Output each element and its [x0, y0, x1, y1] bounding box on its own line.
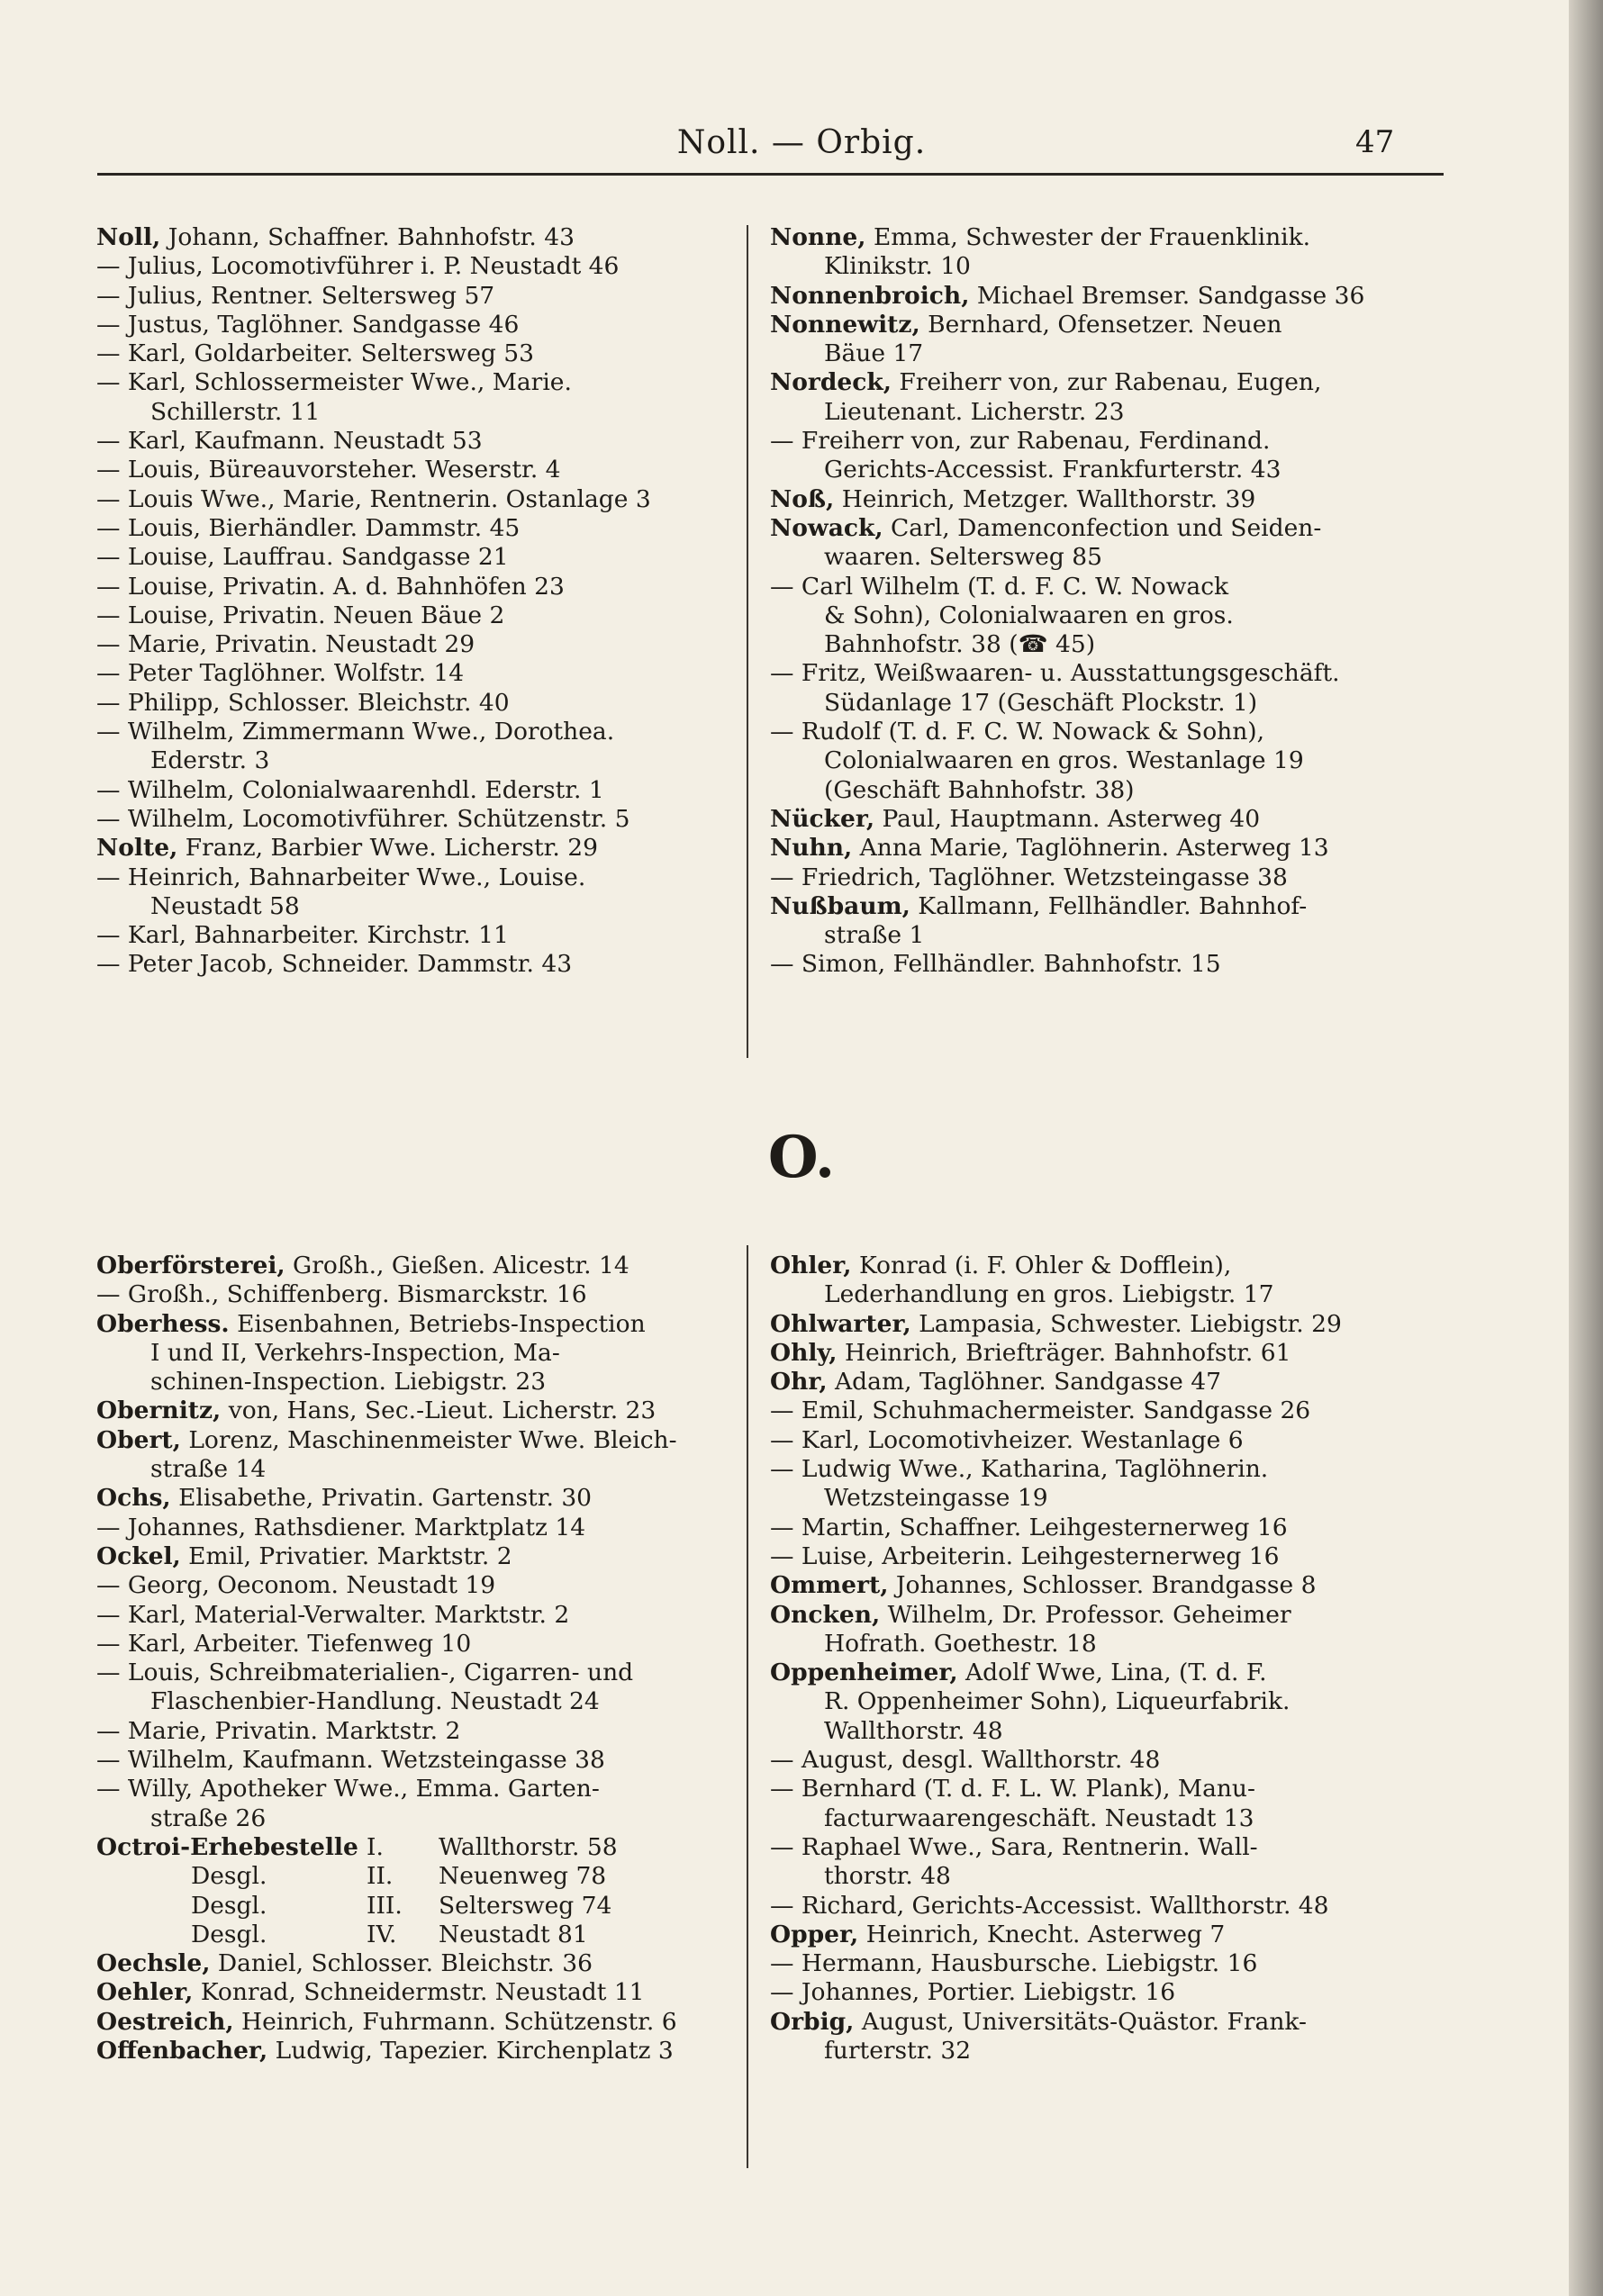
entry-continuation-line: Hofrath. Goethestr. 18 — [824, 1629, 1097, 1658]
entry-continuation-line: schinen-Inspection. Liebigstr. 23 — [150, 1368, 547, 1397]
octroi-address: Neustadt 81 — [439, 1920, 588, 1948]
column-divider-top — [747, 225, 748, 1058]
header-rule — [97, 173, 1444, 176]
entry-surname: Noß, — [770, 484, 835, 513]
directory-entry — [770, 1775, 1400, 1833]
entry-line: — Raphael Wwe., Sara, Rentnerin. Wall- — [770, 1832, 1258, 1861]
entry-continuation-line: Lieutenant. Licherstr. 23 — [824, 397, 1125, 426]
octroi-number: I. — [367, 1832, 384, 1861]
directory-entry — [770, 1601, 1400, 1659]
directory-entry — [770, 1659, 1400, 1746]
entry-line: Nuhn, Anna Marie, Taglöhnerin. Asterweg 13 — [770, 834, 1329, 863]
entry-line: Obert, Lorenz, Maschinenmeister Wwe. Bleich- — [96, 1425, 677, 1454]
entry-continuation-line: Colonialwaaren en gros. Westanlage 19 — [824, 746, 1304, 775]
directory-entry — [770, 1542, 1400, 1571]
entry-surname: Offenbacher, — [96, 2037, 268, 2065]
directory-entry — [770, 805, 1400, 834]
directory-entry — [770, 514, 1400, 573]
directory-entry — [770, 1455, 1400, 1514]
directory-entry — [96, 834, 727, 863]
entry-continuation-line: (Geschäft Bahnhofstr. 38) — [824, 775, 1135, 804]
directory-entry — [770, 1892, 1400, 1921]
entry-line: — Willy, Apotheker Wwe., Emma. Garten- — [96, 1775, 600, 1803]
directory-entry — [96, 1775, 727, 1833]
column-top-left — [96, 223, 727, 980]
octroi-address: Neuenweg 78 — [439, 1862, 607, 1891]
entry-line: — Louis, Büreauvorsteher. Weserstr. 4 — [96, 456, 561, 484]
entry-line: — Martin, Schaffner. Leihgesternerweg 16 — [770, 1513, 1288, 1541]
running-header-title: Noll. — Orbig. — [676, 124, 927, 161]
directory-entry — [770, 834, 1400, 863]
entry-line: Ohr, Adam, Taglöhner. Sandgasse 47 — [770, 1368, 1221, 1397]
directory-entry — [770, 311, 1400, 369]
entry-line: Obernitz, von, Hans, Sec.-Lieut. Licherstr. 23 — [96, 1397, 657, 1425]
entry-line: — Karl, Kaufmann. Neustadt 53 — [96, 427, 483, 456]
directory-entry — [770, 2008, 1400, 2066]
directory-entry — [96, 950, 727, 979]
entry-surname: Oberhess. — [96, 1309, 230, 1338]
directory-entry — [96, 1310, 727, 1397]
entry-continuation-line: Südanlage 17 (Geschäft Plockstr. 1) — [824, 688, 1258, 717]
entry-line: Nowack, Carl, Damenconfection und Seiden- — [770, 513, 1322, 542]
entry-line: — Wilhelm, Zimmermann Wwe., Dorothea. — [96, 718, 615, 746]
entry-surname: Oehler, — [96, 1978, 194, 2007]
bottom-left-tail-entries — [96, 1949, 727, 2065]
directory-entry — [770, 1921, 1400, 1949]
entry-continuation-line: straße 26 — [150, 1803, 267, 1832]
entry-surname: Oncken, — [770, 1600, 881, 1629]
entry-line: — Marie, Privatin. Marktstr. 2 — [96, 1716, 461, 1745]
directory-entry — [96, 1571, 727, 1600]
directory-entry — [96, 1601, 727, 1630]
entry-line: — Louis Wwe., Marie, Rentnerin. Ostanlage 3 — [96, 484, 651, 513]
directory-entry — [96, 689, 727, 718]
entry-line: — Hermann, Hausbursche. Liebigstr. 16 — [770, 1949, 1258, 1978]
directory-entry — [770, 223, 1400, 282]
entry-surname: Ommert, — [770, 1571, 889, 1600]
entry-line: — Bernhard (T. d. F. L. W. Plank), Manu- — [770, 1775, 1255, 1803]
directory-entry — [770, 368, 1400, 427]
entry-surname: Oppenheimer, — [770, 1659, 958, 1687]
entry-line: — Johannes, Portier. Liebigstr. 16 — [770, 1978, 1176, 2007]
entry-line: — Luise, Arbeiterin. Leihgesternerweg 16 — [770, 1541, 1280, 1570]
directory-entry — [96, 863, 727, 922]
entry-line: Oberförsterei, Großh., Gießen. Alicestr. 14 — [96, 1252, 629, 1279]
directory-entry — [96, 427, 727, 456]
entry-line: Nonnewitz, Bernhard, Ofensetzer. Neuen — [770, 310, 1282, 339]
entry-line: Nolte, Franz, Barbier Wwe. Licherstr. 29 — [96, 834, 598, 863]
directory-entry — [96, 2037, 727, 2065]
entry-line: — Großh., Schiffenberg. Bismarckstr. 16 — [96, 1280, 587, 1309]
entry-line: — Wilhelm, Locomotivführer. Schützenstr. 5 — [96, 804, 630, 833]
entry-continuation-line: R. Oppenheimer Sohn), Liqueurfabrik. — [824, 1687, 1291, 1716]
entry-line: — Karl, Arbeiter. Tiefenweg 10 — [96, 1629, 472, 1658]
directory-entry — [96, 1542, 727, 1571]
entry-continuation-line: Gerichts-Accessist. Frankfurterstr. 43 — [824, 456, 1281, 484]
entry-line: — Heinrich, Bahnarbeiter Wwe., Louise. — [96, 863, 586, 891]
directory-entry — [770, 659, 1400, 718]
directory-entry — [96, 2008, 727, 2037]
entry-continuation-line: thorstr. 48 — [824, 1862, 951, 1891]
entry-continuation-line: Bäue 17 — [824, 339, 924, 368]
directory-entry — [96, 311, 727, 339]
directory-entry — [96, 1630, 727, 1659]
directory-entry — [770, 282, 1400, 311]
entry-surname: Ohler, — [770, 1252, 852, 1279]
directory-entry — [96, 223, 727, 252]
octroi-desgl-label: Desgl. — [191, 1862, 267, 1891]
entry-surname: Nolte, — [96, 834, 178, 863]
directory-entry — [96, 368, 727, 427]
directory-entry — [96, 1426, 727, 1485]
entry-continuation-line: Neustadt 58 — [150, 891, 300, 920]
entry-surname: Oberförsterei, — [96, 1252, 285, 1279]
octroi-address: Seltersweg 74 — [439, 1891, 612, 1920]
entry-line: — Johannes, Rathsdiener. Marktplatz 14 — [96, 1513, 586, 1541]
entry-line: Oehler, Konrad, Schneidermstr. Neustadt 11 — [96, 1978, 645, 2007]
directory-entry — [770, 1310, 1400, 1339]
entry-continuation-line: waaren. Seltersweg 85 — [824, 543, 1102, 572]
directory-entry — [96, 573, 727, 601]
directory-entry — [96, 456, 727, 484]
entry-line: — Carl Wilhelm (T. d. F. C. W. Nowack — [770, 572, 1229, 601]
directory-entry — [96, 485, 727, 514]
entry-continuation-line: straße 1 — [824, 921, 925, 950]
entry-surname: Ockel, — [96, 1541, 181, 1570]
octroi-desgl-label: Desgl. — [191, 1920, 267, 1948]
entry-line: — Karl, Bahnarbeiter. Kirchstr. 11 — [96, 921, 509, 950]
entry-surname: Ohly, — [770, 1338, 838, 1367]
entry-surname: Orbig, — [770, 2007, 855, 2036]
entry-line: — Emil, Schuhmachermeister. Sandgasse 26 — [770, 1397, 1311, 1425]
octroi-name — [96, 1833, 367, 1862]
entry-line: Noll, Johann, Schaffner. Bahnhofstr. 43 — [96, 223, 575, 251]
entry-continuation-line: straße 14 — [150, 1455, 267, 1484]
entry-line: Orbig, August, Universitäts-Quästor. Frank- — [770, 2007, 1307, 2036]
directory-entry — [770, 1252, 1400, 1310]
directory-entry — [770, 1746, 1400, 1775]
directory-entry — [770, 1426, 1400, 1455]
directory-entry — [770, 485, 1400, 514]
entry-line: — Philipp, Schlosser. Bleichstr. 40 — [96, 688, 510, 717]
directory-entry — [96, 1949, 727, 1978]
directory-entry — [96, 514, 727, 543]
directory-entry — [770, 1833, 1400, 1892]
column-divider-bottom — [747, 1245, 748, 2168]
entry-line: — Karl, Material-Verwalter. Marktstr. 2 — [96, 1600, 570, 1629]
entry-line: Nonnenbroich, Michael Bremser. Sandgasse 36 — [770, 281, 1365, 310]
entry-line: Oberhess. Eisenbahnen, Betriebs-Inspection — [96, 1309, 646, 1338]
directory-entry — [770, 573, 1400, 660]
bottom-left-entries — [96, 1252, 727, 1833]
entry-surname: Ohlwarter, — [770, 1309, 911, 1338]
entry-continuation-line: Flaschenbier-Handlung. Neustadt 24 — [150, 1687, 600, 1716]
entry-line: Oncken, Wilhelm, Dr. Professor. Geheimer — [770, 1600, 1291, 1629]
entry-line: — Karl, Goldarbeiter. Seltersweg 53 — [96, 339, 534, 368]
entry-surname: Octroi-Erhebestelle — [96, 1832, 358, 1861]
entry-line: Opper, Heinrich, Knecht. Asterweg 7 — [770, 1920, 1226, 1948]
octroi-row — [96, 1862, 727, 1891]
directory-entry — [96, 1514, 727, 1542]
directory-entry — [770, 718, 1400, 805]
entry-line: — Julius, Rentner. Seltersweg 57 — [96, 281, 495, 310]
entry-line: — Fritz, Weißwaaren- u. Ausstattungsgeschäft. — [770, 659, 1340, 688]
entry-line: Ommert, Johannes, Schlosser. Brandgasse 8 — [770, 1571, 1317, 1600]
entry-continuation-line: Klinikstr. 10 — [824, 252, 971, 281]
entry-line: — Karl, Locomotivheizer. Westanlage 6 — [770, 1425, 1244, 1454]
column-top-right — [770, 223, 1400, 980]
entry-line: — Wilhelm, Kaufmann. Wetzsteingasse 38 — [96, 1746, 605, 1775]
octroi-row — [96, 1921, 727, 1949]
page-number: 47 — [1355, 124, 1395, 160]
entry-line: — Ludwig Wwe., Katharina, Taglöhnerin. — [770, 1455, 1269, 1484]
entry-line: Ockel, Emil, Privatier. Marktstr. 2 — [96, 1541, 512, 1570]
octroi-desgl-label: Desgl. — [191, 1891, 267, 1920]
entry-line: — Louise, Privatin. A. d. Bahnhöfen 23 — [96, 572, 565, 601]
entry-line: — Peter Jacob, Schneider. Dammstr. 43 — [96, 950, 573, 979]
entry-surname: Opper, — [770, 1920, 859, 1948]
directory-entry — [96, 1484, 727, 1513]
entry-line: Oestreich, Heinrich, Fuhrmann. Schützenstr. 6 — [96, 2007, 677, 2036]
octroi-row — [96, 1833, 727, 1862]
octroi-number: III. — [367, 1891, 403, 1920]
entry-line: — Julius, Locomotivführer i. P. Neustadt 46 — [96, 252, 620, 281]
directory-entry — [96, 1659, 727, 1717]
directory-entry — [770, 1949, 1400, 1978]
entry-line: — Richard, Gerichts-Accessist. Wallthorstr. 48 — [770, 1891, 1329, 1920]
directory-entry — [96, 1252, 727, 1280]
directory-entry — [770, 892, 1400, 951]
directory-entry — [96, 543, 727, 572]
directory-entry — [96, 776, 727, 805]
octroi-entry — [96, 1833, 727, 1949]
entry-surname: Obert, — [96, 1425, 181, 1454]
directory-entry — [770, 427, 1400, 485]
directory-entry — [770, 1397, 1400, 1425]
directory-entry — [96, 718, 727, 776]
entry-surname: Oestreich, — [96, 2007, 234, 2036]
entry-surname: Ohr, — [770, 1368, 828, 1397]
directory-entry — [96, 601, 727, 630]
entry-surname: Nowack, — [770, 513, 883, 542]
entry-surname: Nonnenbroich, — [770, 281, 970, 310]
entry-line: — Louise, Privatin. Neuen Bäue 2 — [96, 601, 505, 629]
directory-entry — [96, 252, 727, 281]
entry-line: — Justus, Taglöhner. Sandgasse 46 — [96, 310, 520, 339]
directory-entry — [770, 1368, 1400, 1397]
entry-continuation-line: Ederstr. 3 — [150, 746, 270, 775]
entry-line: — Louise, Lauffrau. Sandgasse 21 — [96, 543, 509, 572]
column-bottom-left — [96, 1252, 727, 2065]
entry-line: Oechsle, Daniel, Schlosser. Bleichstr. 36 — [96, 1949, 593, 1978]
entry-surname: Oechsle, — [96, 1949, 211, 1978]
entry-surname: Nonnewitz, — [770, 310, 920, 339]
entry-line: Nücker, Paul, Hauptmann. Asterweg 40 — [770, 804, 1261, 833]
entry-continuation-line: I und II, Verkehrs-Inspection, Ma- — [150, 1338, 560, 1367]
entry-surname: Nonne, — [770, 223, 866, 251]
entry-line: — Georg, Oeconom. Neustadt 19 — [96, 1571, 496, 1600]
directory-entry — [96, 805, 727, 834]
directory-entry — [770, 1514, 1400, 1542]
entry-surname: Obernitz, — [96, 1397, 222, 1425]
directory-entry — [770, 1571, 1400, 1600]
column-bottom-right — [770, 1252, 1400, 2065]
entry-continuation-line: Bahnhofstr. 38 (☎ 45) — [824, 630, 1096, 659]
directory-entry — [96, 339, 727, 368]
entry-line: — Louis, Bierhändler. Dammstr. 45 — [96, 513, 521, 542]
octroi-number: II. — [367, 1862, 394, 1891]
entry-surname: Nordeck, — [770, 368, 892, 397]
entry-continuation-line: Wetzsteingasse 19 — [824, 1484, 1048, 1513]
directory-entry — [770, 1339, 1400, 1368]
entry-line: Ohler, Konrad (i. F. Ohler & Dofflein), — [770, 1252, 1232, 1279]
entry-line: — Marie, Privatin. Neustadt 29 — [96, 630, 475, 659]
entry-continuation-line: & Sohn), Colonialwaaren en gros. — [824, 601, 1234, 629]
entry-continuation-line: Schillerstr. 11 — [150, 397, 321, 426]
entry-continuation-line: Lederhandlung en gros. Liebigstr. 17 — [824, 1280, 1274, 1309]
directory-entry — [96, 1397, 727, 1425]
section-letter-heading: O. — [767, 1124, 836, 1191]
directory-entry — [96, 659, 727, 688]
directory-entry — [770, 1978, 1400, 2007]
entry-line: Ochs, Elisabethe, Privatin. Gartenstr. 30 — [96, 1484, 593, 1513]
entry-surname: Noll, — [96, 223, 161, 251]
entry-line: — Rudolf (T. d. F. C. W. Nowack & Sohn), — [770, 718, 1265, 746]
entry-line: — Peter Taglöhner. Wolfstr. 14 — [96, 659, 465, 688]
entry-line: — Simon, Fellhändler. Bahnhofstr. 15 — [770, 950, 1221, 979]
entry-line: Nonne, Emma, Schwester der Frauenklinik. — [770, 223, 1311, 251]
directory-entry — [770, 863, 1400, 892]
directory-entry — [96, 1978, 727, 2007]
entry-line: Oppenheimer, Adolf Wwe, Lina, (T. d. F. — [770, 1659, 1267, 1687]
entry-continuation-line: Wallthorstr. 48 — [824, 1716, 1003, 1745]
directory-entry — [96, 921, 727, 950]
entry-line: Nußbaum, Kallmann, Fellhändler. Bahnhof- — [770, 891, 1308, 920]
entry-line: — Friedrich, Taglöhner. Wetzsteingasse 38 — [770, 863, 1288, 891]
octroi-address: Wallthorstr. 58 — [439, 1832, 618, 1861]
directory-entry — [96, 1746, 727, 1775]
entry-line: Ohlwarter, Lampasia, Schwester. Liebigstr. 29 — [770, 1309, 1342, 1338]
entry-line: Nordeck, Freiherr von, zur Rabenau, Eugen, — [770, 368, 1322, 397]
entry-line: Noß, Heinrich, Metzger. Wallthorstr. 39 — [770, 484, 1256, 513]
directory-entry — [96, 282, 727, 311]
entry-line: — Louis, Schreibmaterialien-, Cigarren- und — [96, 1659, 634, 1687]
entry-surname: Ochs, — [96, 1484, 171, 1513]
octroi-row — [96, 1892, 727, 1921]
entry-line: Offenbacher, Ludwig, Tapezier. Kirchenplatz 3 — [96, 2037, 674, 2065]
directory-entry — [96, 1717, 727, 1746]
entry-continuation-line: furterstr. 32 — [824, 2037, 972, 2065]
entry-line: — Karl, Schlossermeister Wwe., Marie. — [96, 368, 572, 397]
entry-surname: Nußbaum, — [770, 891, 910, 920]
directory-entry — [770, 950, 1400, 979]
entry-line: — Freiherr von, zur Rabenau, Ferdinand. — [770, 427, 1271, 456]
entry-line: Ohly, Heinrich, Briefträger. Bahnhofstr. 61 — [770, 1338, 1291, 1367]
entry-surname: Nücker, — [770, 804, 875, 833]
directory-entry — [96, 630, 727, 659]
entry-surname: Nuhn, — [770, 834, 853, 863]
octroi-number: IV. — [367, 1920, 397, 1948]
entry-line: — Wilhelm, Colonialwaarenhdl. Ederstr. 1 — [96, 775, 604, 804]
entry-line: — August, desgl. Wallthorstr. 48 — [770, 1746, 1161, 1775]
entry-continuation-line: facturwaarengeschäft. Neustadt 13 — [824, 1803, 1254, 1832]
directory-entry — [96, 1280, 727, 1309]
